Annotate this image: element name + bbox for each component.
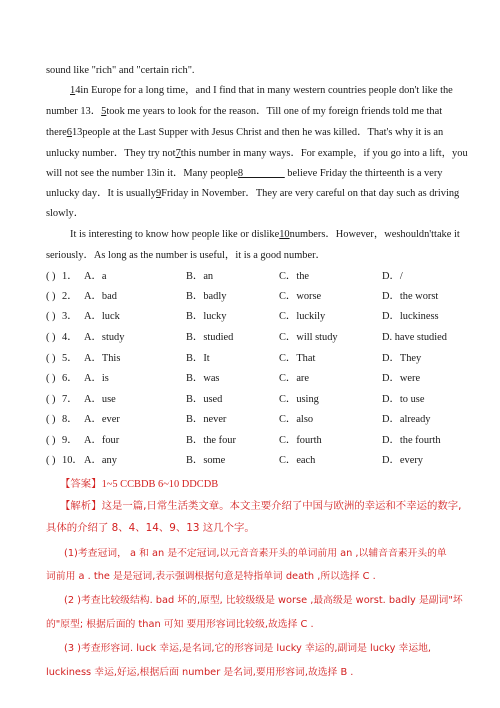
blank-number: 10 [279, 229, 290, 240]
option-a: A．a [84, 271, 107, 282]
option-c: C．fourth [279, 435, 322, 446]
question-number: 3． [62, 311, 78, 322]
analysis-line: luckiness 幸运,好运,根据后面 number 是名词,要用形容词,故选择 B . [46, 667, 354, 678]
option-a: A．any [84, 455, 117, 466]
blank-number: 1 [70, 85, 76, 96]
analysis-line: (2 )考查比较级结构. bad 坏的,原型, 比较级级是 worse ,最高级是 worst. badly 是副词"坏 [64, 595, 463, 606]
question-number: 10． [62, 455, 83, 466]
option-b: B．studied [186, 332, 234, 343]
option-b: B．an [186, 271, 214, 282]
option-b: B．badly [186, 291, 227, 302]
option-d: D．the fourth [382, 435, 441, 446]
option-a: A．bad [84, 291, 117, 302]
option-c: C．each [279, 455, 316, 466]
analysis-line: 【解析】这是一篇,日常生活类文章。本文主要介绍了中国与欧洲的幸运和不幸运的数字, [60, 500, 462, 512]
answer-paren: ( ) [46, 394, 56, 405]
option-c: C．That [279, 353, 316, 364]
question-number: 8． [62, 414, 78, 425]
option-d: D．They [382, 353, 422, 364]
passage-line: number 13．5took me years to look for the reason．Till one of my foreign friends told me that [46, 106, 443, 117]
passage-line: slowly． [46, 208, 85, 219]
analysis-label: 【解析】 [60, 500, 102, 512]
option-c: C．also [279, 414, 314, 425]
option-a: A．study [84, 332, 125, 343]
option-a: A．use [84, 394, 116, 405]
question-number: 2． [62, 291, 78, 302]
answer-paren: ( ) [46, 271, 56, 282]
passage-line: unlucky number．They try not7this number in many ways．For example，if you go into a lift，you [46, 148, 468, 159]
option-c: C．will study [279, 332, 338, 343]
passage-line: unlucky day．It is usually9Friday in November．They are very careful on that day such as driving [46, 188, 460, 199]
passage-line: there613people at the Last Supper with Jesus Christ and then he was killed．That's why it is an [46, 127, 444, 138]
option-d: D．were [382, 373, 421, 384]
answer-paren: ( ) [46, 291, 56, 302]
question-number: 4． [62, 332, 78, 343]
option-c: C．using [279, 394, 319, 405]
question-number: 1． [62, 271, 78, 282]
analysis-line: 词前用 a . the 是是冠词,表示强调根据句意是特指单词 death ,所以选择 C . [46, 571, 376, 582]
passage-line: 14in Europe for a long time，and I find that in many western countries people don't like the [70, 85, 453, 96]
option-d: D．already [382, 414, 431, 425]
blank-number: 8________ [237, 168, 285, 179]
passage-line: sound like "rich" and "certain rich". [46, 65, 195, 76]
question-number: 5． [62, 353, 78, 364]
option-b: B．the four [186, 435, 236, 446]
answer-text: 1~5 CCBDB 6~10 DDCDB [101, 479, 219, 490]
option-d: D．/ [382, 271, 403, 282]
option-d: D．to use [382, 394, 425, 405]
answer-paren: ( ) [46, 353, 56, 364]
answer-paren: ( ) [46, 435, 56, 446]
blank-number: 9 [155, 188, 162, 199]
passage-line: seriously．As long as the number is useful，it is a good number． [46, 250, 326, 261]
option-d: D．every [382, 455, 423, 466]
option-a: A．is [84, 373, 109, 384]
question-number: 7． [62, 394, 78, 405]
analysis-line: (1)考查冠词， a 和 an 是不定冠词,以元音音素开头的单词前用 an ,以辅音音素开头的单 [64, 548, 447, 559]
option-c: C．the [279, 271, 310, 282]
answer-paren: ( ) [46, 455, 56, 466]
answer-paren: ( ) [46, 373, 56, 384]
option-b: B．never [186, 414, 227, 425]
question-number: 9． [62, 435, 78, 446]
blank-number: 7 [175, 148, 181, 159]
option-d: D．the worst [382, 291, 439, 302]
answer-key [60, 477, 218, 492]
question-number: 6． [62, 373, 78, 384]
option-a: A．four [84, 435, 120, 446]
option-b: B．was [186, 373, 220, 384]
option-b: B．lucky [186, 311, 227, 322]
passage-line: will not see the number 13in it．Many people8________ believe Friday the thirteenth is a very [46, 168, 443, 179]
option-c: C．worse [279, 291, 322, 302]
passage-line: It is interesting to know how people like or dislike10numbers．However，weshouldn'ttake it [70, 229, 460, 240]
answer-paren: ( ) [46, 311, 56, 322]
answer-paren: ( ) [46, 414, 56, 425]
option-d: D. have studied [382, 332, 447, 343]
analysis-line: 的"原型; 根据后面的 than 可知 要用形容词比较级,故选择 C . [46, 619, 314, 630]
answer-label: 【答案】 [60, 478, 102, 490]
analysis-line: (3 )考查形容词. luck 幸运,是名词,它的形容词是 lucky 幸运的,副词是 lucky 幸运地, [64, 643, 432, 654]
option-c: C．luckily [279, 311, 326, 322]
analysis-line: 具体的介绍了 8、4、14、9、13 这几个字。 [46, 522, 255, 534]
option-d: D．luckiness [382, 311, 439, 322]
option-b: B．used [186, 394, 223, 405]
option-b: B．some [186, 455, 226, 466]
answer-paren: ( ) [46, 332, 56, 343]
option-b: B．It [186, 353, 210, 364]
option-c: C．are [279, 373, 310, 384]
option-a: A．This [84, 353, 121, 364]
option-a: A．luck [84, 311, 120, 322]
blank-number: 5 [101, 106, 107, 117]
blank-number: 6 [66, 127, 72, 138]
option-a: A．ever [84, 414, 120, 425]
